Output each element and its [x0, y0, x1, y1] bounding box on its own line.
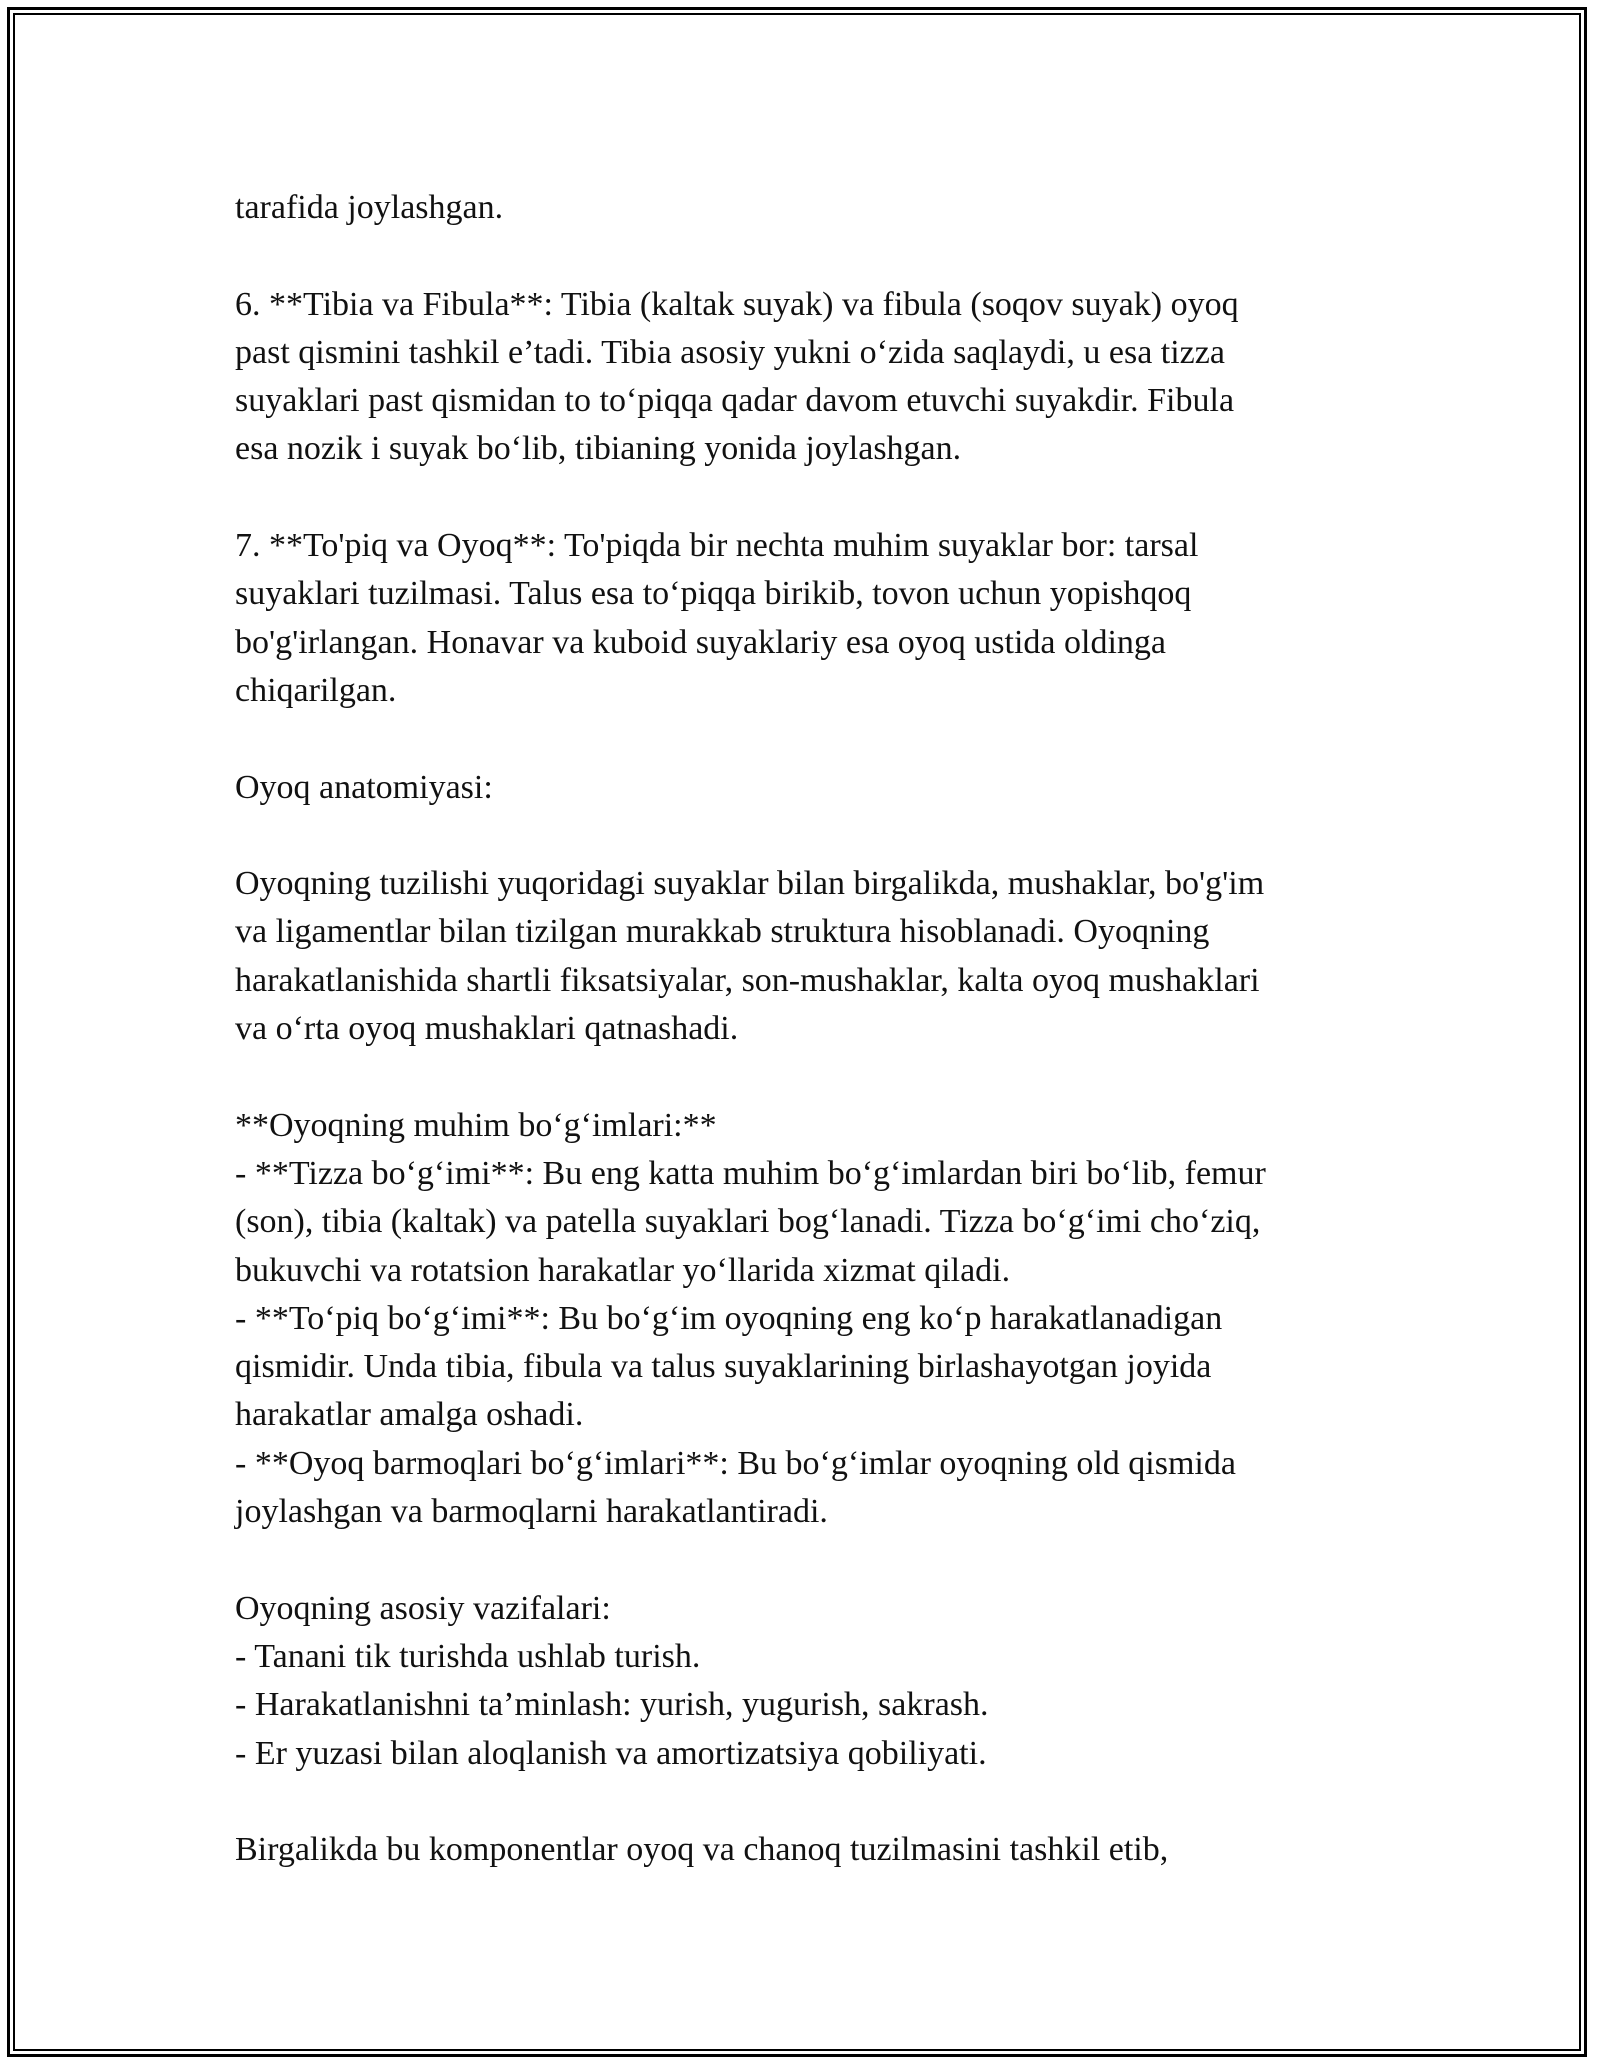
text-line: esa nozik i suyak bo‘lib, tibianing yonida joylashgan. — [235, 430, 962, 468]
text-line: Oyoqning asosiy vazifalari: — [235, 1589, 611, 1627]
text-line: suyaklari tuzilmasi. Talus esa to‘piqqa birikib, tovon uchun yopishqoq — [235, 575, 1192, 613]
text-line: va o‘rta oyoq mushaklari qatnashadi. — [235, 1010, 739, 1048]
blank-line — [235, 474, 1365, 522]
text-line: - Er yuzasi bilan aloqlanish va amortizatsiya qobiliyati. — [235, 1734, 987, 1772]
text-line: tarafida joylashgan. — [235, 189, 504, 226]
text-line: - **To‘piq bo‘g‘imi**: Bu bo‘g‘im oyoqning eng ko‘p harakatlanadigan — [235, 1299, 1223, 1337]
text-line: - **Tizza bo‘g‘imi**: Bu eng katta muhim bo‘g‘imlardan biri bo‘lib, femur — [235, 1154, 1266, 1192]
blank-line — [235, 1053, 1365, 1101]
text-line: Birgalikda bu komponentlar oyoq va chanoq tuzilmasini tashkil etib, — [235, 1831, 1169, 1869]
text-line: Oyoqning tuzilishi yuqoridagi suyaklar bilan birgalikda, mushaklar, bo'g'im — [235, 865, 1265, 903]
blank-line — [235, 1536, 1365, 1584]
blank-line — [235, 715, 1365, 763]
text-line: bo'g'irlangan. Honavar va kuboid suyaklariy esa oyoq ustida oldinga — [235, 623, 1166, 661]
text-line: suyaklari past qismidan to to‘piqqa qadar davom etuvchi suyakdir. Fibula — [235, 382, 1235, 420]
text-line: joylashgan va barmoqlarni harakatlantiradi. — [235, 1493, 828, 1531]
text-line: - Tanani tik turishda ushlab turish. — [235, 1637, 701, 1675]
text-line: - Harakatlanishni ta’minlash: yurish, yugurish, sakrash. — [235, 1686, 989, 1724]
text-line: harakatlanishida shartli fiksatsiyalar, son-mushaklar, kalta oyoq mushaklari — [235, 961, 1260, 999]
text-line: **Oyoqning muhim bo‘g‘imlari:** — [235, 1106, 717, 1144]
text-line: 6. **Tibia va Fibula**: Tibia (kaltak suyak) va fibula (soqov suyak) oyoq — [235, 285, 1239, 323]
blank-line — [235, 232, 1365, 280]
text-line: Oyoq anatomiyasi: — [235, 768, 493, 806]
blank-line — [235, 812, 1365, 860]
text-line: 7. **To'piq va Oyoq**: To'piqda bir nechta muhim suyaklar bor: tarsal — [235, 527, 1199, 565]
text-line: past qismini tashkil e’tadi. Tibia asosiy yukni o‘zida saqlaydi, u esa tizza — [235, 333, 1225, 371]
document-body — [235, 184, 1365, 1874]
blank-line — [235, 1778, 1365, 1826]
text-line: (son), tibia (kaltak) va patella suyaklari bog‘lanadi. Tizza bo‘g‘imi cho‘ziq, — [235, 1203, 1261, 1241]
text-line: chiqarilgan. — [235, 671, 397, 709]
text-line: - **Oyoq barmoqlari bo‘g‘imlari**: Bu bo‘g‘imlar oyoqning old qismida — [235, 1444, 1236, 1482]
text-line: harakatlar amalga oshadi. — [235, 1396, 584, 1434]
text-line: qismidir. Unda tibia, fibula va talus suyaklarining birlashayotgan joyida — [235, 1348, 1212, 1386]
text-line: va ligamentlar bilan tizilgan murakkab struktura hisoblanadi. Oyoqning — [235, 913, 1210, 951]
text-line: bukuvchi va rotatsion harakatlar yo‘llarida xizmat qiladi. — [235, 1251, 1011, 1289]
